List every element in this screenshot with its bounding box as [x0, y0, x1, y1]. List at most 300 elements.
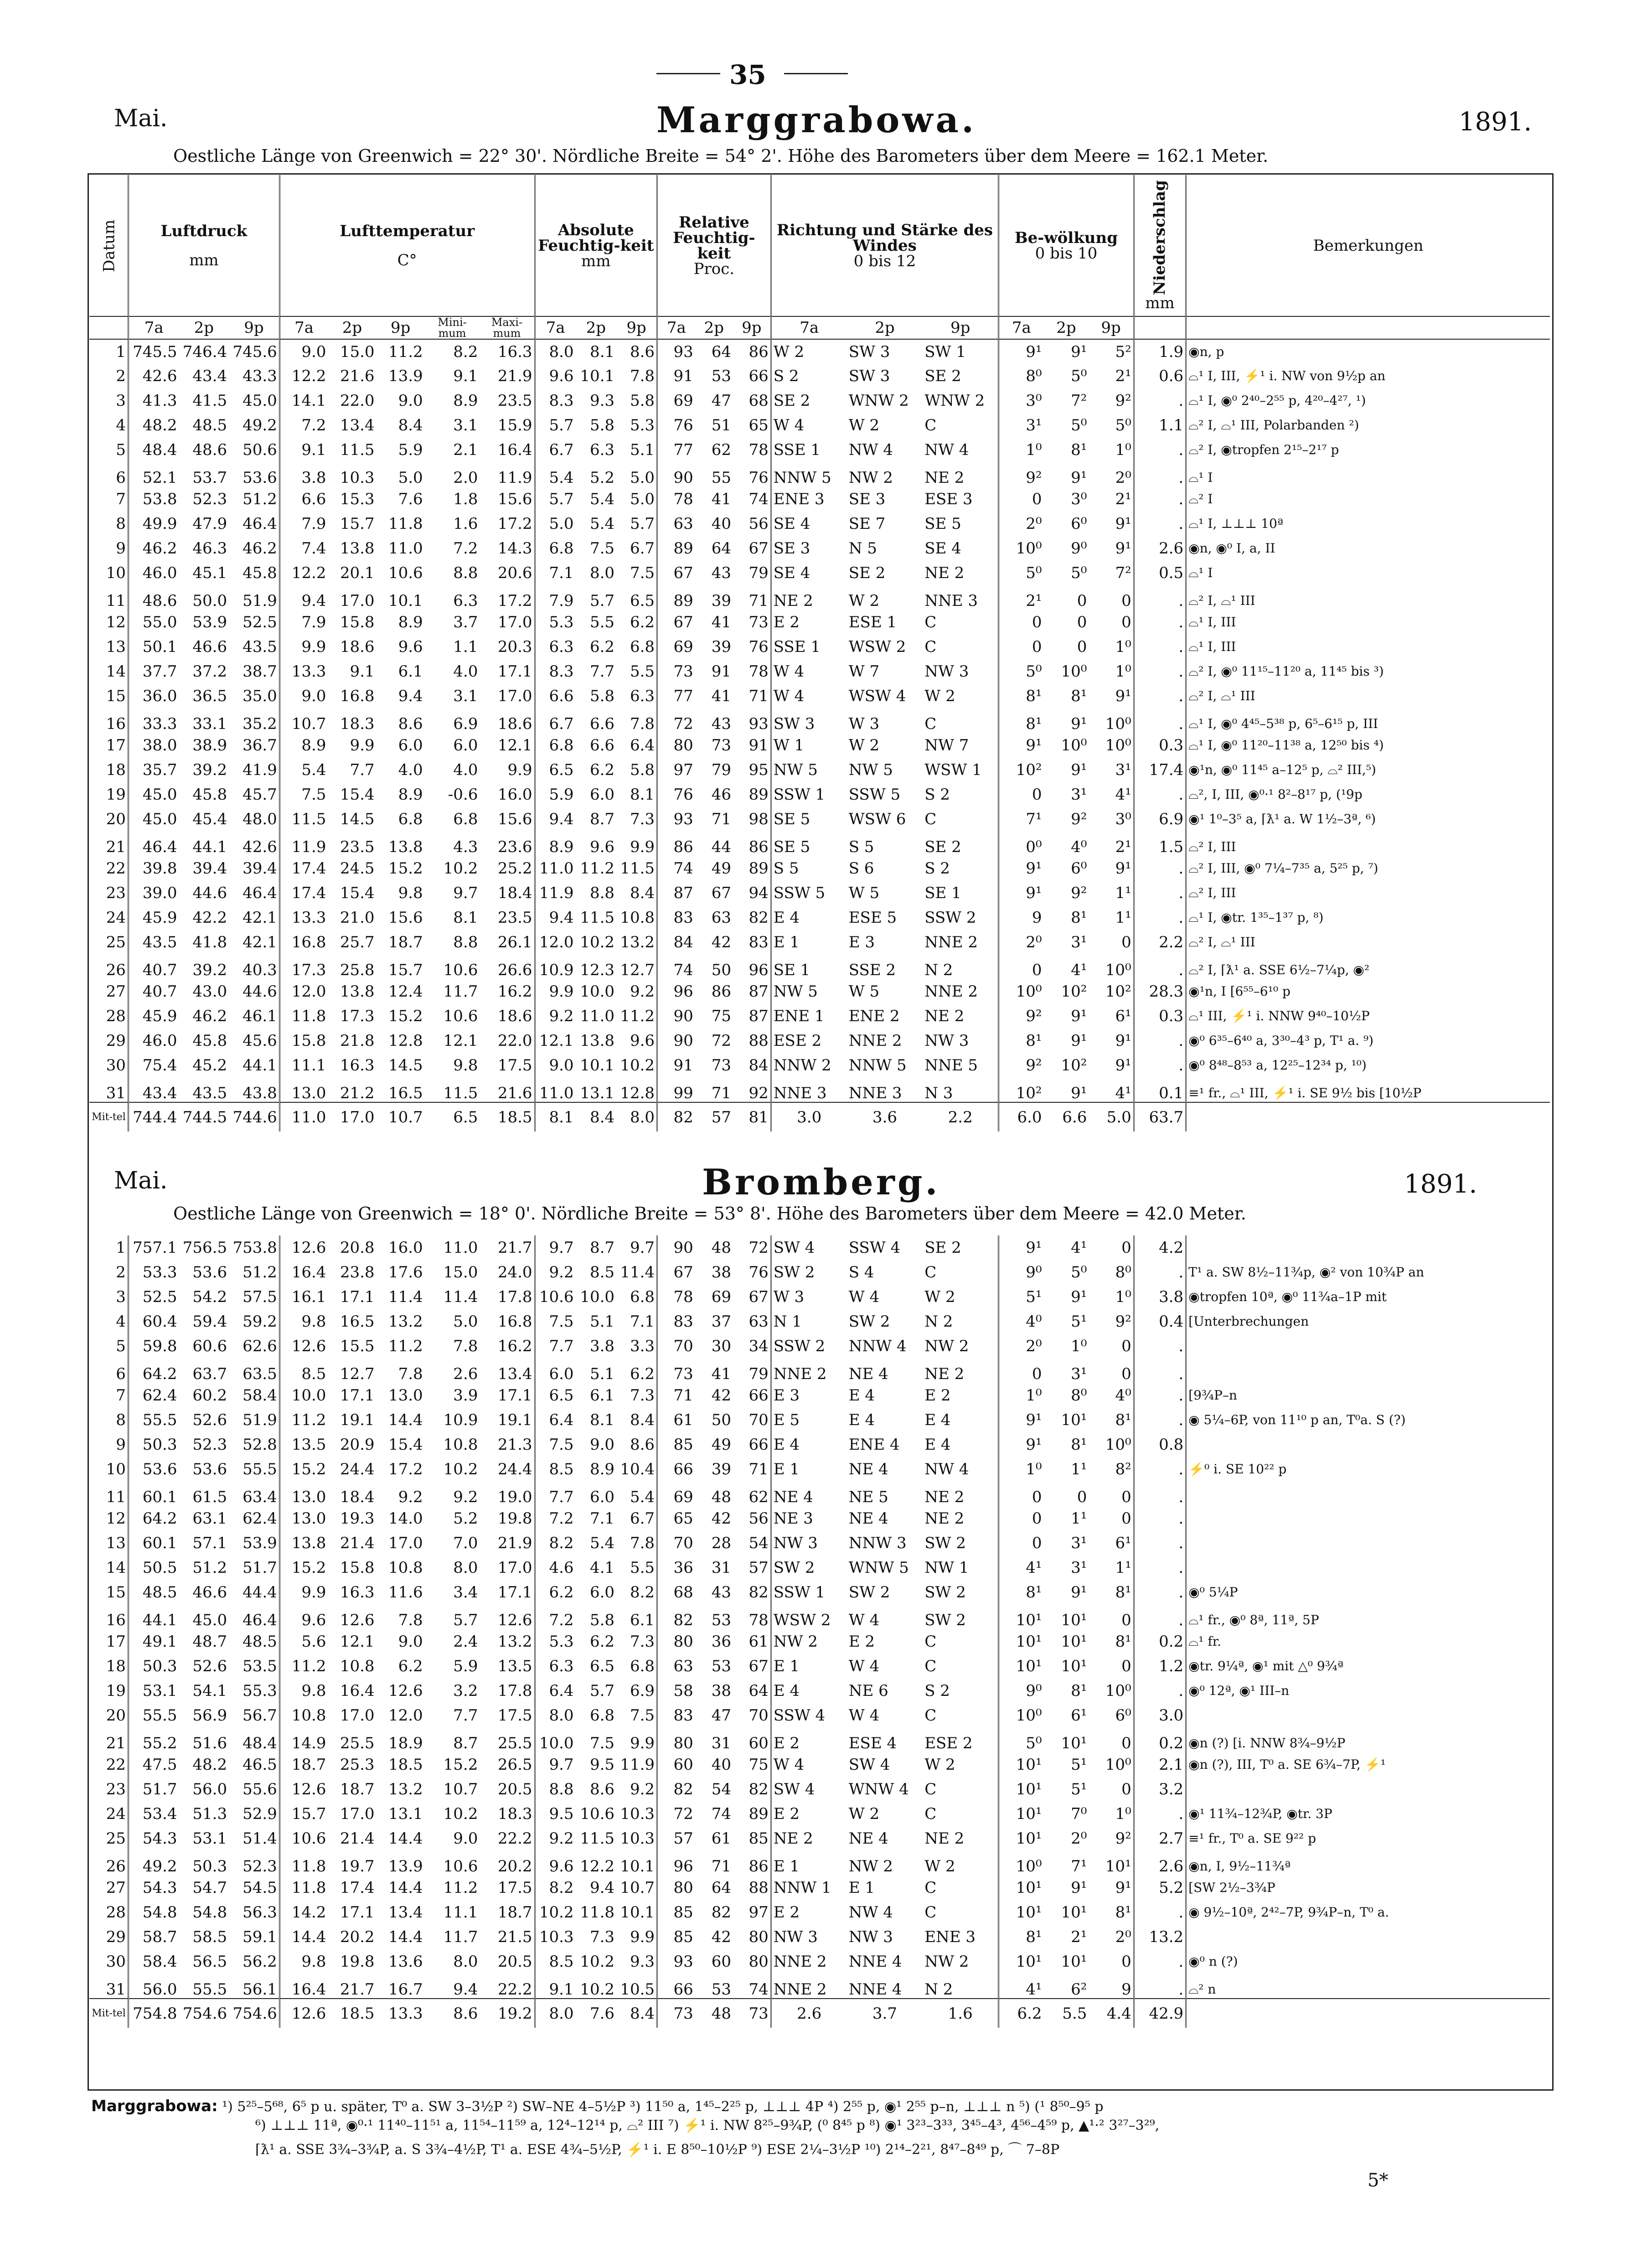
- value-cell: 10¹: [1061, 1611, 1087, 1629]
- bromberg-rows: [89, 1235, 1550, 2028]
- subheader-datum-blank: [89, 316, 128, 339]
- value-cell: NNE 2: [771, 1974, 847, 1999]
- value-cell: 9¹: [999, 1408, 1044, 1432]
- value-cell: 10¹: [999, 1949, 1044, 1974]
- value-cell: 9¹: [1115, 1032, 1131, 1050]
- value-cell: 72: [657, 1802, 695, 1826]
- value-cell: 17.4: [279, 856, 328, 881]
- value-cell: NE 4: [848, 1509, 888, 1528]
- value-cell: 72: [657, 708, 695, 733]
- value-cell: 6.8: [535, 536, 575, 561]
- value-cell: 38.7: [243, 662, 277, 681]
- value-cell: SSW 4: [771, 1703, 847, 1728]
- value-cell: 44.1: [192, 838, 227, 856]
- value-cell: 15.2: [443, 1756, 478, 1774]
- value-cell: 1⁰: [999, 438, 1044, 462]
- day-cell: 28: [106, 1903, 126, 1922]
- value-cell: WSW 4: [848, 687, 906, 705]
- value-cell: 15.4: [340, 884, 375, 902]
- day-cell: 5: [116, 441, 126, 459]
- remark-cell: ◉⁰ 6³⁵–6⁴⁰ a, 3³⁰–4³ p, T¹ a. ⁹): [1186, 1028, 1550, 1053]
- value-cell: 78: [657, 487, 695, 511]
- value-cell: 15.8: [279, 1028, 328, 1053]
- value-cell: 10.5: [620, 1980, 655, 1999]
- value-cell: 14.4: [388, 1879, 423, 1897]
- value-cell: 12.1: [535, 1028, 575, 1053]
- value-cell: 9.6: [398, 638, 423, 656]
- remark-cell: [1186, 1235, 1550, 1260]
- value-cell: SW 2: [848, 1583, 890, 1602]
- value-cell: SW 2: [771, 1555, 847, 1580]
- remark-cell: ⌓¹ I, III, ⚡¹ i. NW von 9½p an: [1186, 364, 1550, 388]
- value-cell: 89: [657, 585, 695, 610]
- value-cell: 0: [1121, 1337, 1131, 1355]
- value-cell: 54.3: [128, 1826, 179, 1851]
- value-cell: 2⁰: [1115, 469, 1131, 487]
- value-cell: NE 2: [924, 564, 965, 582]
- day-cell: 30: [106, 1056, 126, 1075]
- value-cell: NNW 4: [848, 1337, 907, 1355]
- remark-cell: ◉ 9½–10ª, 2⁴²–7P, 9¾P–n, T⁰ a.: [1186, 1900, 1550, 1925]
- value-cell: SW 2: [771, 1260, 847, 1285]
- value-cell: 3¹: [1071, 1534, 1087, 1552]
- value-cell: 14.3: [497, 539, 532, 558]
- remark-cell: ◉n, p: [1186, 339, 1550, 364]
- value-cell: .: [1134, 1260, 1186, 1285]
- value-cell: 38: [711, 1263, 731, 1281]
- value-cell: WSW 1: [924, 761, 982, 779]
- value-cell: SE 5: [771, 807, 847, 832]
- value-cell: 9⁰: [999, 1260, 1044, 1285]
- remark-cell: ⌓¹ fr., ◉⁰ 8ª, 11ª, 5P: [1186, 1605, 1550, 1629]
- value-cell: 11.2: [388, 1337, 423, 1355]
- value-cell: 56.3: [243, 1903, 277, 1922]
- value-cell: 2¹: [1071, 1928, 1087, 1946]
- value-cell: 55.5: [128, 1703, 179, 1728]
- day-cell: 31: [106, 1084, 126, 1102]
- remark-cell: ⌓¹ I, ◉⁰ 4⁴⁵–5³⁸ p, 6⁵–6¹⁵ p, III: [1186, 708, 1550, 733]
- value-cell: 8.7: [589, 810, 615, 828]
- value-cell: WSW 2: [848, 638, 906, 656]
- value-cell: 3.8: [279, 462, 328, 487]
- mean-value-cell: 6.6: [1044, 1102, 1089, 1131]
- table-row: [89, 684, 1550, 708]
- value-cell: 50.3: [192, 1857, 227, 1875]
- value-cell: 42: [711, 1928, 731, 1946]
- value-cell: 55.5: [128, 1408, 179, 1432]
- value-cell: 54.8: [128, 1900, 179, 1925]
- value-cell: 8.9: [453, 392, 478, 410]
- value-cell: 25.5: [497, 1734, 532, 1752]
- value-cell: 1.8: [453, 490, 478, 508]
- remark-cell: ⌓² I, ◉tropfen 2¹⁵–2¹⁷ p: [1186, 438, 1550, 462]
- value-cell: .: [1134, 1482, 1186, 1506]
- day-cell: 27: [106, 982, 126, 1001]
- remark-cell: ⌓¹ I, III: [1186, 635, 1550, 659]
- value-cell: 66: [749, 1436, 769, 1454]
- value-cell: 15.0: [340, 342, 375, 361]
- value-cell: 6.6: [535, 684, 575, 708]
- day-cell: 4: [116, 416, 126, 434]
- value-cell: 6.8: [630, 1657, 655, 1675]
- value-cell: 56.1: [243, 1980, 277, 1999]
- value-cell: 9.8: [453, 1056, 478, 1075]
- value-cell: 2.2: [1134, 930, 1186, 955]
- value-cell: 18.4: [340, 1488, 375, 1506]
- value-cell: W 4: [848, 1611, 880, 1629]
- table-row: [89, 1285, 1550, 1309]
- value-cell: 62.4: [128, 1383, 179, 1408]
- value-cell: 14.9: [279, 1728, 328, 1752]
- day-cell: 13: [106, 1534, 126, 1552]
- value-cell: 96: [657, 1851, 695, 1875]
- header-bewoelkung: [999, 175, 1134, 316]
- value-cell: NW 3: [771, 1925, 847, 1949]
- value-cell: 0: [1121, 1657, 1131, 1675]
- value-cell: 53.6: [128, 1457, 179, 1482]
- table-row: [89, 1875, 1550, 1900]
- value-cell: 10.1: [388, 592, 423, 610]
- remark-cell: ◉n (?), III, T⁰ a. SE 6¾–7P, ⚡¹: [1186, 1752, 1550, 1777]
- remark-cell: ⌓² I, ⌓¹ III, Polarbanden ²): [1186, 413, 1550, 438]
- value-cell: 8⁰: [999, 364, 1044, 388]
- value-cell: 44.6: [243, 982, 277, 1001]
- value-cell: 6.7: [630, 539, 655, 558]
- value-cell: 51: [711, 416, 731, 434]
- value-cell: 86: [711, 982, 731, 1001]
- value-cell: 19.3: [340, 1509, 375, 1528]
- value-cell: 87: [749, 982, 769, 1001]
- value-cell: NW 2: [924, 1953, 969, 1971]
- value-cell: 4.0: [398, 761, 423, 779]
- value-cell: .: [1134, 708, 1186, 733]
- value-cell: 42.1: [243, 909, 277, 927]
- value-cell: SW 2: [924, 1611, 966, 1629]
- value-cell: 5.7: [535, 487, 575, 511]
- mean-value-cell: 6.0: [999, 1102, 1044, 1131]
- value-cell: 9¹: [1115, 859, 1131, 878]
- table-row: [89, 1777, 1550, 1802]
- value-cell: SE 1: [771, 955, 847, 979]
- mean-value-cell: 744.6: [229, 1102, 279, 1131]
- value-cell: 8.9: [279, 733, 328, 758]
- value-cell: 16.5: [388, 1084, 423, 1102]
- value-cell: 52.6: [192, 1411, 227, 1429]
- value-cell: 63.7: [192, 1365, 227, 1383]
- value-cell: 61: [749, 1633, 769, 1651]
- value-cell: 17.3: [340, 1007, 375, 1025]
- value-cell: 64: [749, 1682, 769, 1700]
- value-cell: 53.6: [192, 1460, 227, 1478]
- value-cell: 5¹: [999, 1285, 1044, 1309]
- value-cell: 11.1: [443, 1903, 478, 1922]
- table-row: [89, 511, 1550, 536]
- value-cell: 10.6: [443, 1007, 478, 1025]
- value-cell: 8.2: [535, 1875, 575, 1900]
- value-cell: .: [1134, 1605, 1186, 1629]
- value-cell: 21.7: [340, 1980, 375, 1999]
- value-cell: NE 4: [848, 1365, 888, 1383]
- value-cell: 5.8: [589, 1611, 615, 1629]
- value-cell: 39.8: [128, 856, 179, 881]
- value-cell: 54: [749, 1534, 769, 1552]
- value-cell: 9.3: [589, 392, 615, 410]
- value-cell: 5.4: [589, 515, 615, 533]
- day-cell: 2: [116, 367, 126, 385]
- value-cell: 40: [711, 1756, 731, 1774]
- value-cell: 62.4: [243, 1509, 277, 1528]
- day-cell: 17: [106, 736, 126, 754]
- value-cell: C: [924, 810, 937, 828]
- mean-value-cell: 13.3: [377, 1999, 425, 2028]
- day-cell: 16: [106, 715, 126, 733]
- value-cell: 82: [657, 1777, 695, 1802]
- value-cell: 7¹: [999, 807, 1044, 832]
- value-cell: 42: [711, 1386, 731, 1405]
- value-cell: 7²: [1115, 564, 1131, 582]
- value-cell: 2.0: [453, 469, 478, 487]
- value-cell: 6.6: [589, 715, 615, 733]
- value-cell: 9: [1121, 1980, 1131, 1999]
- value-cell: NNW 1: [771, 1875, 847, 1900]
- value-cell: 6.1: [630, 1611, 655, 1629]
- value-cell: 5.8: [630, 392, 655, 410]
- value-cell: 19.8: [340, 1953, 375, 1971]
- value-cell: C: [924, 1263, 937, 1281]
- value-cell: NNE 2: [771, 1359, 847, 1383]
- value-cell: 3.3: [630, 1337, 655, 1355]
- value-cell: 0: [999, 635, 1044, 659]
- value-cell: 0: [1077, 1488, 1087, 1506]
- value-cell: 48.0: [243, 810, 277, 828]
- day-cell: 15: [106, 1583, 126, 1602]
- value-cell: S 6: [848, 859, 874, 878]
- remark-cell: ◉ 5¼–6P, von 11¹⁰ p an, T⁰a. S (?): [1186, 1408, 1550, 1432]
- value-cell: 8.2: [453, 342, 478, 361]
- value-cell: 21.3: [497, 1436, 532, 1454]
- value-cell: 10.3: [620, 1805, 655, 1823]
- value-cell: 8.0: [535, 339, 575, 364]
- value-cell: 8¹: [999, 1028, 1044, 1053]
- value-cell: 85: [657, 1925, 695, 1949]
- value-cell: 63: [657, 511, 695, 536]
- value-cell: 9¹: [999, 1432, 1044, 1457]
- value-cell: 17.0: [340, 592, 375, 610]
- value-cell: 46: [711, 785, 731, 804]
- value-cell: 55.6: [243, 1780, 277, 1798]
- value-cell: 49: [711, 1436, 731, 1454]
- value-cell: 10.7: [443, 1780, 478, 1798]
- value-cell: 3.0: [1134, 1703, 1186, 1728]
- value-cell: ENE 3: [924, 1928, 976, 1946]
- value-cell: 68: [749, 392, 769, 410]
- value-cell: 10⁰: [999, 536, 1044, 561]
- table-row: [89, 930, 1550, 955]
- value-cell: 66: [749, 1386, 769, 1405]
- value-cell: 17.4: [279, 881, 328, 905]
- value-cell: 42.1: [243, 933, 277, 951]
- sub-9p: 9p: [733, 316, 771, 339]
- value-cell: 9⁰: [999, 1679, 1044, 1703]
- value-cell: 4.0: [453, 662, 478, 681]
- value-cell: C: [924, 1805, 937, 1823]
- value-cell: 86: [749, 1857, 769, 1875]
- value-cell: NNE 2: [924, 933, 978, 951]
- remark-cell: [1186, 1555, 1550, 1580]
- value-cell: 7.9: [279, 511, 328, 536]
- value-cell: 9.0: [279, 684, 328, 708]
- value-cell: 6.4: [630, 736, 655, 754]
- value-cell: 46.1: [243, 1007, 277, 1025]
- value-cell: WNW 5: [848, 1559, 909, 1577]
- table-row: [89, 1078, 1550, 1102]
- value-cell: 3.9: [453, 1386, 478, 1405]
- value-cell: 51.7: [128, 1777, 179, 1802]
- value-cell: .: [1134, 684, 1186, 708]
- value-cell: NW 2: [848, 469, 893, 487]
- remark-cell: ◉n, ◉⁰ I, a, II: [1186, 536, 1550, 561]
- value-cell: 25.2: [497, 859, 532, 878]
- value-cell: 36.0: [128, 684, 179, 708]
- table-row: [89, 1580, 1550, 1605]
- value-cell: 42: [711, 933, 731, 951]
- value-cell: ESE 5: [848, 909, 897, 927]
- value-cell: 6¹: [1071, 1706, 1087, 1725]
- value-cell: 4.6: [535, 1555, 575, 1580]
- value-cell: 18.5: [388, 1756, 423, 1774]
- value-cell: 8.0: [589, 564, 615, 582]
- marggrabowa-month: Mai.: [114, 105, 168, 132]
- value-cell: NW 2: [924, 1337, 969, 1355]
- value-cell: 21.4: [340, 1534, 375, 1552]
- value-cell: 8.0: [453, 1559, 478, 1577]
- value-cell: 58.4: [243, 1386, 277, 1405]
- value-cell: 53.7: [192, 469, 227, 487]
- value-cell: 10.1: [580, 367, 615, 385]
- value-cell: 5.1: [589, 1365, 615, 1383]
- day-cell: 12: [106, 613, 126, 631]
- value-cell: 8¹: [1071, 1436, 1087, 1454]
- mean-value-cell: 4.4: [1089, 1999, 1134, 2028]
- mean-label: Mit-tel: [89, 1102, 128, 1131]
- value-cell: 53.3: [128, 1260, 179, 1285]
- value-cell: 47: [711, 392, 731, 410]
- value-cell: W 4: [848, 1288, 880, 1306]
- value-cell: 89: [749, 859, 769, 878]
- table-row: [89, 1004, 1550, 1028]
- value-cell: SE 3: [848, 490, 886, 508]
- value-cell: 10¹: [1061, 1903, 1087, 1922]
- value-cell: 0: [999, 955, 1044, 979]
- value-cell: 15.0: [443, 1263, 478, 1281]
- value-cell: 36.5: [192, 687, 227, 705]
- table-row: [89, 339, 1550, 364]
- value-cell: 13.6: [388, 1953, 423, 1971]
- value-cell: 61: [711, 1829, 731, 1848]
- header-bew-unit: 0 bis 10: [1035, 244, 1098, 263]
- value-cell: 57: [749, 1559, 769, 1577]
- value-cell: 5.7: [453, 1611, 478, 1629]
- value-cell: 53.1: [128, 1679, 179, 1703]
- value-cell: 10¹: [1061, 1657, 1087, 1675]
- value-cell: .: [1134, 1900, 1186, 1925]
- value-cell: 10¹: [999, 1654, 1044, 1679]
- value-cell: 6.0: [535, 1359, 575, 1383]
- value-cell: 78: [749, 1611, 769, 1629]
- table-row: [89, 1408, 1550, 1432]
- mean-value-cell: 73: [657, 1999, 695, 2028]
- value-cell: 16.2: [497, 1337, 532, 1355]
- value-cell: 25.5: [340, 1734, 375, 1752]
- value-cell: 55.0: [128, 610, 179, 635]
- day-cell: 19: [106, 1682, 126, 1700]
- value-cell: 9.9: [630, 838, 655, 856]
- value-cell: 40: [711, 515, 731, 533]
- value-cell: 9.2: [630, 982, 655, 1001]
- value-cell: 9.7: [535, 1235, 575, 1260]
- mean-value-cell: 754.8: [128, 1999, 179, 2028]
- value-cell: NNW 5: [771, 462, 847, 487]
- value-cell: 6.7: [535, 708, 575, 733]
- value-cell: 7.0: [453, 1534, 478, 1552]
- value-cell: 7.5: [630, 564, 655, 582]
- sub-7a: 7a: [999, 316, 1044, 339]
- value-cell: 17.8: [497, 1682, 532, 1700]
- value-cell: 45.2: [192, 1056, 227, 1075]
- value-cell: 9.2: [630, 1780, 655, 1798]
- value-cell: 7.2: [453, 539, 478, 558]
- day-cell: 29: [106, 1032, 126, 1050]
- value-cell: .: [1134, 610, 1186, 635]
- value-cell: 10.8: [443, 1436, 478, 1454]
- day-cell: 19: [106, 785, 126, 804]
- sub-2p: 2p: [695, 316, 733, 339]
- value-cell: 45.7: [243, 785, 277, 804]
- mean-value-cell: 81: [733, 1102, 771, 1131]
- value-cell: 7.8: [453, 1337, 478, 1355]
- value-cell: 6¹: [1115, 1007, 1131, 1025]
- value-cell: ESE 1: [848, 613, 897, 631]
- value-cell: 48.6: [128, 585, 179, 610]
- value-cell: 48.4: [128, 438, 179, 462]
- value-cell: W 1: [771, 733, 847, 758]
- value-cell: 7.5: [589, 539, 615, 558]
- table-row: [89, 1506, 1550, 1531]
- value-cell: 26.6: [497, 961, 532, 979]
- day-cell: 29: [106, 1928, 126, 1946]
- value-cell: 6.9: [1134, 807, 1186, 832]
- value-cell: NW 5: [771, 758, 847, 782]
- value-cell: W 2: [924, 1288, 955, 1306]
- value-cell: 5.9: [535, 782, 575, 807]
- value-cell: 57.1: [192, 1534, 227, 1552]
- value-cell: 64: [711, 1879, 731, 1897]
- value-cell: 23.5: [497, 909, 532, 927]
- table-row: [89, 1654, 1550, 1679]
- value-cell: 15.2: [279, 1457, 328, 1482]
- value-cell: 1⁰: [1071, 1337, 1087, 1355]
- value-cell: NW 3: [848, 1928, 893, 1946]
- value-cell: 7.7: [350, 761, 375, 779]
- value-cell: 11.9: [620, 1756, 655, 1774]
- mean-value-cell: 8.0: [535, 1999, 575, 2028]
- value-cell: 6.8: [630, 1288, 655, 1306]
- value-cell: 8.8: [535, 1777, 575, 1802]
- value-cell: 12.2: [279, 364, 328, 388]
- bromberg-location-meta: Oestliche Länge von Greenwich = 18° 0'. Nördliche Breite = 53° 8'. Höhe des Barometers über dem Meere = 42.0 Meter.: [173, 1204, 1246, 1224]
- day-cell: 20: [106, 810, 126, 828]
- value-cell: 10.6: [279, 1826, 328, 1851]
